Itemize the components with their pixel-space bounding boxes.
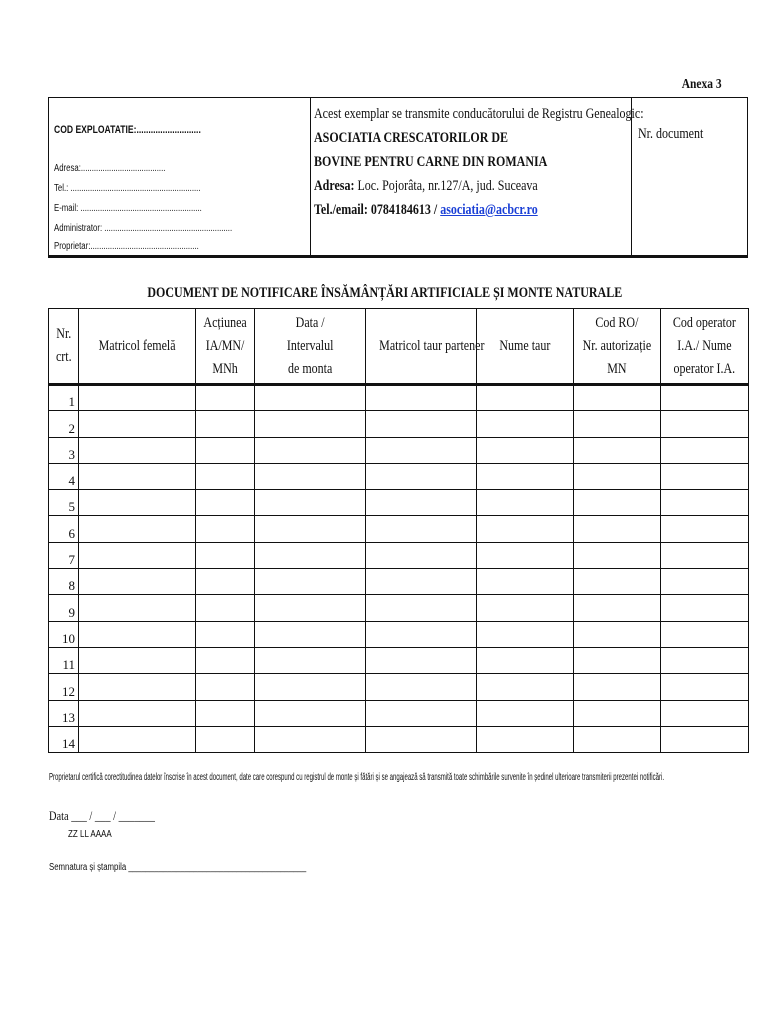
header-text-line: crt. [55,349,72,365]
col-cod-operator [661,309,749,385]
data-cell[interactable] [255,411,366,437]
cod-operator-cell[interactable] [661,437,749,463]
adresa-field[interactable]: Adresa:....................................... [54,163,166,174]
document-number-panel[interactable] [632,98,747,255]
adresa-label: Adresa: [314,178,355,194]
association-contact [314,198,568,222]
nume-taur-cell[interactable] [477,621,574,647]
notification-table [48,308,749,753]
cod-operator-cell[interactable] [661,700,749,726]
actiunea-cell[interactable] [196,700,255,726]
recipient-panel [311,98,644,255]
signature-field[interactable]: Semnatura și ștampila _________________________________________ [49,862,307,873]
data-cell[interactable] [255,700,366,726]
nume-taur-cell[interactable] [477,437,574,463]
col-actiunea [196,309,255,385]
cod-operator-cell[interactable] [661,674,749,700]
matricol-taur-cell[interactable] [366,385,477,411]
cod-ro-cell[interactable] [574,726,661,752]
matricol-femela-cell[interactable] [79,726,196,752]
header-text-line: Cod RO/ [595,314,639,331]
nume-taur-cell[interactable] [477,700,574,726]
cod-operator-cell[interactable] [661,647,749,673]
cod-ro-cell[interactable] [574,385,661,411]
cod-ro-cell[interactable] [574,463,661,489]
cod-ro-cell[interactable] [574,542,661,568]
col-cod-ro [574,309,661,385]
proprietar-field[interactable]: Proprietar:.................................................. [54,241,199,252]
cod-ro-cell[interactable] [574,595,661,621]
row-number: 7 [49,542,79,568]
date-format-hint: ZZ LL AAAA [68,829,112,840]
header-text-line: de monta [287,360,333,377]
row-number: 12 [49,674,79,700]
date-field[interactable]: Data ___ / ___ / _______ [49,808,156,823]
matricol-taur-cell[interactable] [366,463,477,489]
matricol-femela-cell[interactable] [79,385,196,411]
cod-ro-cell[interactable] [574,437,661,463]
header-text-line: Nume taur [499,337,551,354]
matricol-femela-cell[interactable] [79,490,196,516]
table-row [49,490,749,516]
cod-operator-cell[interactable] [661,595,749,621]
table-row [49,595,749,621]
header-text-line: Matricol femelă [98,337,176,354]
header-text-line: Nr. autorizație [582,337,652,354]
cod-ro-cell[interactable] [574,516,661,542]
row-number: 13 [49,700,79,726]
data-cell[interactable] [255,385,366,411]
matricol-taur-cell[interactable] [366,674,477,700]
data-cell[interactable] [255,595,366,621]
col-nume-taur [477,309,574,385]
cod-operator-cell[interactable] [661,411,749,437]
table-row [49,674,749,700]
matricol-taur-cell[interactable] [366,595,477,621]
matricol-taur-cell[interactable] [366,516,477,542]
table-body [49,385,749,753]
annex-label: Anexa 3 [682,77,722,92]
row-number: 11 [49,647,79,673]
table-header-row [49,309,749,385]
association-name-line1: ASOCIATIA CRESCATORILOR DE [314,130,509,146]
matricol-taur-cell[interactable] [366,647,477,673]
cod-operator-cell[interactable] [661,516,749,542]
tel-field[interactable]: Tel.: ............................................................ [54,183,201,194]
table-row [49,463,749,489]
matricol-taur-cell[interactable] [366,411,477,437]
row-number: 6 [49,516,79,542]
association-name-line2: BOVINE PENTRU CARNE DIN ROMANIA [314,154,548,170]
cod-ro-cell[interactable] [574,621,661,647]
header-text-line: Nr. [55,326,71,342]
header-text-line: Cod operator [672,314,736,331]
row-number: 10 [49,621,79,647]
header-box [48,97,748,258]
header-text-line: Data / [295,314,325,331]
actiunea-cell[interactable] [196,463,255,489]
matricol-femela-cell[interactable] [79,595,196,621]
matricol-taur-cell[interactable] [366,726,477,752]
cod-ro-cell[interactable] [574,490,661,516]
table-row [49,647,749,673]
header-text-line: MNh [212,360,238,377]
actiunea-cell[interactable] [196,726,255,752]
certification-statement: Proprietarul certifică corectitudinea datelor înscrise în acest document, date care corespund cu registrul de monte și fătări și se angajează să transmită toate schimbările survenite în ședinel ulterioare transmiterii prezentei notificări. [49,772,665,783]
row-number: 2 [49,411,79,437]
header-text-line: I.A./ Nume [677,337,732,354]
table-row [49,569,749,595]
contact-label: Tel./email: 0784184613 / [314,202,441,218]
data-cell[interactable] [255,542,366,568]
col-matricol-femela [79,309,196,385]
adresa-value: Loc. Pojorâta, nr.127/A, jud. Suceava [354,178,538,194]
matricol-taur-cell[interactable] [366,490,477,516]
row-number: 3 [49,437,79,463]
cod-ro-cell[interactable] [574,569,661,595]
header-text-line: MN [607,360,627,377]
nume-taur-cell[interactable] [477,726,574,752]
cod-ro-cell[interactable] [574,411,661,437]
cod-operator-cell[interactable] [661,385,749,411]
matricol-taur-cell[interactable] [366,700,477,726]
administrator-field[interactable]: Administrator: ........................................................... [54,223,233,234]
matricol-femela-cell[interactable] [79,516,196,542]
cod-operator-cell[interactable] [661,569,749,595]
table-row [49,726,749,752]
row-number: 14 [49,726,79,752]
header-text-line: operator I.A. [673,360,736,377]
table-row [49,621,749,647]
actiunea-cell[interactable] [196,621,255,647]
col-nr-crt [49,309,79,385]
matricol-femela-cell[interactable] [79,411,196,437]
data-cell[interactable] [255,621,366,647]
nume-taur-cell[interactable] [477,542,574,568]
cod-operator-cell[interactable] [661,490,749,516]
actiunea-cell[interactable] [196,516,255,542]
matricol-femela-cell[interactable] [79,463,196,489]
matricol-femela-cell[interactable] [79,569,196,595]
association-address [314,174,568,198]
nume-taur-cell[interactable] [477,674,574,700]
header-text-line: Intervalul [286,337,334,354]
data-cell[interactable] [255,516,366,542]
data-cell[interactable] [255,569,366,595]
nume-taur-cell[interactable] [477,647,574,673]
actiunea-cell[interactable] [196,542,255,568]
email-link[interactable]: asociatia@acbcr.ro [440,202,538,218]
nume-taur-cell[interactable] [477,385,574,411]
cod-operator-cell[interactable] [661,542,749,568]
data-cell[interactable] [255,490,366,516]
row-number: 9 [49,595,79,621]
row-number: 1 [49,385,79,411]
nume-taur-cell[interactable] [477,463,574,489]
actiunea-cell[interactable] [196,647,255,673]
data-cell[interactable] [255,674,366,700]
actiunea-cell[interactable] [196,385,255,411]
matricol-taur-cell[interactable] [366,569,477,595]
actiunea-cell[interactable] [196,569,255,595]
actiunea-cell[interactable] [196,490,255,516]
actiunea-cell[interactable] [196,411,255,437]
table-row [49,700,749,726]
nume-taur-cell[interactable] [477,490,574,516]
matricol-femela-cell[interactable] [79,700,196,726]
table-row [49,516,749,542]
actiunea-cell[interactable] [196,674,255,700]
table-row [49,542,749,568]
nume-taur-cell[interactable] [477,595,574,621]
actiunea-cell[interactable] [196,595,255,621]
matricol-femela-cell[interactable] [79,674,196,700]
nume-taur-cell[interactable] [477,569,574,595]
matricol-femela-cell[interactable] [79,542,196,568]
header-text-line: Acțiunea [203,314,247,331]
cod-ro-cell[interactable] [574,700,661,726]
table-row [49,385,749,411]
data-cell[interactable] [255,726,366,752]
cod-operator-cell[interactable] [661,621,749,647]
matricol-femela-cell[interactable] [79,437,196,463]
matricol-femela-cell[interactable] [79,621,196,647]
table-row [49,411,749,437]
col-data-interval [255,309,366,385]
cod-operator-cell[interactable] [661,726,749,752]
data-cell[interactable] [255,437,366,463]
matricol-taur-cell[interactable] [366,621,477,647]
row-number: 8 [49,569,79,595]
document-title: DOCUMENT DE NOTIFICARE ÎNSĂMÂNȚĂRI ARTIFICIALE ȘI MONTE NATURALE [147,285,623,301]
data-cell[interactable] [255,647,366,673]
cod-ro-cell[interactable] [574,647,661,673]
col-matricol-taur [366,309,485,385]
nume-taur-cell[interactable] [477,516,574,542]
row-number: 4 [49,463,79,489]
table-row [49,437,749,463]
matricol-taur-cell[interactable] [366,542,477,568]
row-number: 5 [49,490,79,516]
cod-operator-cell[interactable] [661,463,749,489]
email-field[interactable]: E-mail: ........................................................ [54,203,202,214]
cod-ro-cell[interactable] [574,674,661,700]
header-text-line: IA/MN/ [205,337,245,354]
matricol-femela-cell[interactable] [79,647,196,673]
data-cell[interactable] [255,463,366,489]
actiunea-cell[interactable] [196,437,255,463]
header-text-line: Matricol taur partener [379,337,485,354]
nume-taur-cell[interactable] [477,411,574,437]
farm-info-panel [49,98,311,255]
matricol-taur-cell[interactable] [366,437,477,463]
nr-document-label: Nr. document [638,126,704,142]
cod-exploatatie-field[interactable]: COD EXPLOATATIE:........................... [54,124,201,136]
recipient-intro: Acest exemplar se transmite conducătorului de Registru Genealogic: [314,106,644,122]
